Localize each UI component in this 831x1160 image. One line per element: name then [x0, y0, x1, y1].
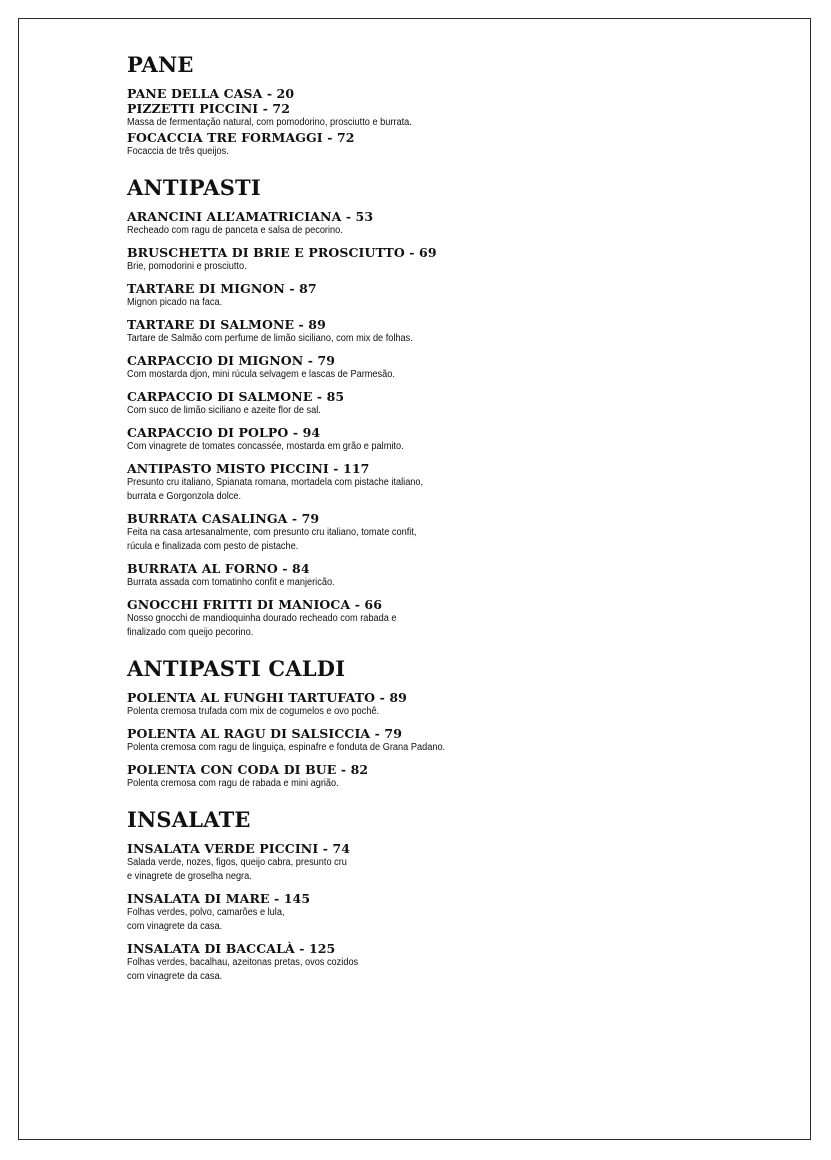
menu-item: [127, 317, 727, 346]
menu-item: [127, 891, 727, 934]
menu-item: [127, 425, 727, 454]
menu-item-description: Focaccia de três queijos.: [127, 146, 229, 157]
section-title: ANTIPASTI: [127, 175, 261, 200]
menu-item-description: e vinagrete de groselha negra.: [127, 871, 252, 882]
menu-item-name: POLENTA AL RAGU DI SALSICCIA - 79: [127, 726, 403, 741]
menu-item-name: POLENTA CON CODA DI BUE - 82: [127, 762, 369, 777]
menu-item: [127, 281, 727, 310]
menu-item-name: PIZZETTI PICCINI - 72: [127, 101, 291, 116]
menu-content: [127, 52, 727, 1000]
menu-item-description: Presunto cru italiano, Spianata romana, mortadela com pistache italiano,: [127, 477, 424, 488]
menu-item: [127, 353, 727, 382]
menu-item-description: com vinagrete da casa.: [127, 971, 223, 982]
menu-item: [127, 511, 727, 554]
menu-item-description: Massa de fermentação natural, com pomodorino, prosciutto e burrata.: [127, 117, 412, 128]
menu-item-description: Salada verde, nozes, figos, queijo cabra, presunto cru: [127, 857, 347, 868]
menu-item-description: Polenta cremosa trufada com mix de cogumelos e ovo pochê.: [127, 706, 380, 717]
menu-section: [127, 175, 727, 640]
menu-item-description: Com suco de limão siciliano e azeite flor de sal.: [127, 405, 321, 416]
menu-item-description: Mignon picado na faca.: [127, 297, 223, 308]
menu-item-description: Feita na casa artesanalmente, com presunto cru italiano, tomate confit,: [127, 527, 417, 538]
menu-item: [127, 389, 727, 418]
menu-item: [127, 561, 727, 590]
menu-item-name: CARPACCIO DI SALMONE - 85: [127, 389, 345, 404]
menu-item-name: TARTARE DI MIGNON - 87: [127, 281, 317, 296]
menu-item-name: CARPACCIO DI MIGNON - 79: [127, 353, 336, 368]
menu-item-name: PANE DELLA CASA - 20: [127, 86, 295, 101]
menu-item-name: ARANCINI ALL’AMATRICIANA - 53: [127, 209, 374, 224]
menu-item-description: Polenta cremosa com ragu de linguiça, espinafre e fonduta de Grana Padano.: [127, 742, 446, 753]
menu-item-description: com vinagrete da casa.: [127, 921, 223, 932]
menu-item: [127, 726, 727, 755]
menu-item-name: ANTIPASTO MISTO PICCINI - 117: [127, 461, 370, 476]
menu-item-name: POLENTA AL FUNGHI TARTUFATO - 89: [127, 690, 407, 705]
menu-item: [127, 597, 727, 640]
section-title: PANE: [127, 52, 194, 77]
menu-item: [127, 941, 727, 984]
menu-item: [127, 209, 727, 238]
menu-item-description: Recheado com ragu de panceta e salsa de pecorino.: [127, 225, 343, 236]
menu-item-name: BURRATA AL FORNO - 84: [127, 561, 310, 576]
menu-item: [127, 130, 727, 159]
menu-item-description: Tartare de Salmão com perfume de limão siciliano, com mix de folhas.: [127, 333, 413, 344]
menu-item-description: Burrata assada com tomatinho confit e manjericão.: [127, 577, 335, 588]
menu-item: [127, 245, 727, 274]
menu-item-description: finalizado com queijo pecorino.: [127, 627, 254, 638]
menu-item-description: Folhas verdes, bacalhau, azeitonas pretas, ovos cozidos: [127, 957, 359, 968]
menu-item-name: INSALATA DI BACCALÀ - 125: [127, 941, 336, 956]
menu-item-description: Brie, pomodorini e prosciutto.: [127, 261, 247, 272]
menu-item: [127, 841, 727, 884]
menu-item: [127, 101, 727, 130]
menu-item-name: FOCACCIA TRE FORMAGGI - 72: [127, 130, 355, 145]
menu-section: [127, 52, 727, 159]
menu-item: [127, 762, 727, 791]
menu-item-description: Com mostarda djon, mini rúcula selvagem e lascas de Parmesão.: [127, 369, 395, 380]
menu-item-name: INSALATA DI MARE - 145: [127, 891, 311, 906]
menu-item-name: CARPACCIO DI POLPO - 94: [127, 425, 321, 440]
section-title: INSALATE: [127, 807, 251, 832]
menu-item: [127, 86, 727, 101]
menu-item-description: burrata e Gorgonzola dolce.: [127, 491, 242, 502]
section-title: ANTIPASTI CALDI: [127, 656, 346, 681]
menu-item-description: Nosso gnocchi de mandioquinha dourado recheado com rabada e: [127, 613, 397, 624]
menu-item: [127, 461, 727, 504]
menu-item-description: Polenta cremosa com ragu de rabada e mini agrião.: [127, 778, 339, 789]
menu-item-description: rúcula e finalizada com pesto de pistache.: [127, 541, 299, 552]
menu-item-name: INSALATA VERDE PICCINI - 74: [127, 841, 351, 856]
menu-section: [127, 656, 727, 791]
menu-item-name: TARTARE DI SALMONE - 89: [127, 317, 326, 332]
menu-section: [127, 807, 727, 984]
menu-item-name: GNOCCHI FRITTI DI MANIOCA - 66: [127, 597, 383, 612]
menu-item-description: Folhas verdes, polvo, camarões e lula,: [127, 907, 285, 918]
menu-item-name: BURRATA CASALINGA - 79: [127, 511, 320, 526]
menu-item-name: BRUSCHETTA DI BRIE E PROSCIUTTO - 69: [127, 245, 437, 260]
menu-item-description: Com vinagrete de tomates concassée, mostarda em grão e palmito.: [127, 441, 404, 452]
menu-item: [127, 690, 727, 719]
